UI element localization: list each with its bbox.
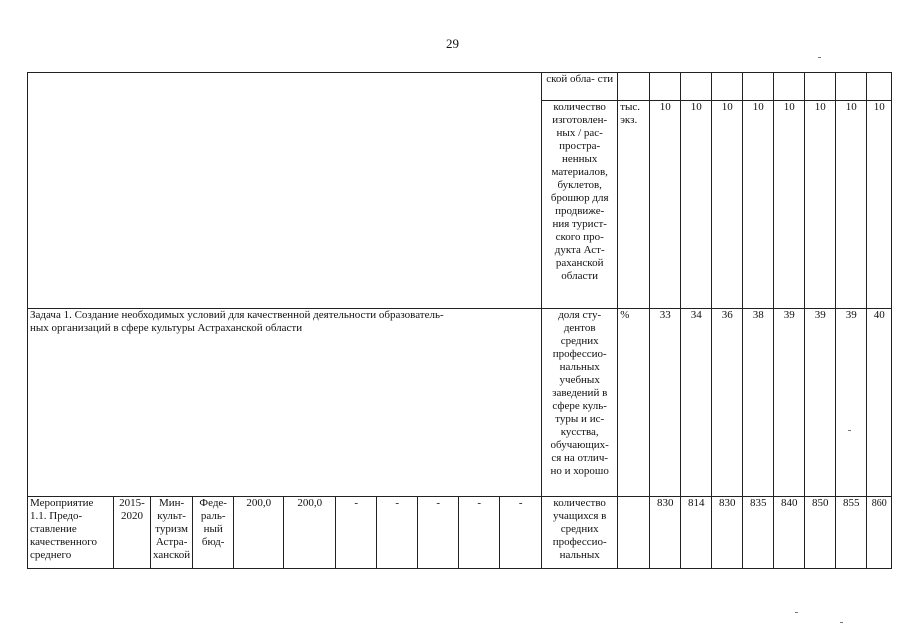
value-cell: 10 [867, 101, 892, 309]
value-cell: 840 [774, 497, 805, 569]
value-cell: 814 [681, 497, 712, 569]
dash-cell: - [500, 497, 542, 569]
value-cell [836, 73, 867, 101]
value-cell: 830 [650, 497, 681, 569]
amount-cell: 200,0 [284, 497, 336, 569]
value-cell: 10 [650, 101, 681, 309]
dash-cell: - [459, 497, 500, 569]
dash-cell: - [377, 497, 418, 569]
page-number: 29 [446, 36, 459, 51]
dash-cell: - [336, 497, 377, 569]
indicator-cell: ской обла- сти [542, 73, 618, 101]
program-table [27, 72, 892, 569]
value-cell: 40 [867, 309, 892, 497]
value-cell: 39 [774, 309, 805, 497]
value-cell: 10 [712, 101, 743, 309]
unit-cell: % [618, 309, 650, 497]
value-cell [805, 73, 836, 101]
value-cell: 860 [867, 497, 892, 569]
value-cell: 33 [650, 309, 681, 497]
executor-cell: Мин- культ- туризм Астра- ханской [151, 497, 193, 569]
value-cell: 39 [836, 309, 867, 497]
value-cell: 830 [712, 497, 743, 569]
amount-cell: 200,0 [234, 497, 284, 569]
dash-cell: - [418, 497, 459, 569]
scan-speck [840, 622, 843, 623]
value-cell [712, 73, 743, 101]
scan-speck [848, 430, 851, 431]
value-cell: 10 [774, 101, 805, 309]
value-cell: 38 [743, 309, 774, 497]
value-cell: 10 [836, 101, 867, 309]
unit-cell [618, 497, 650, 569]
indicator-cell: количество учащихся в средних профессио- нальных [542, 497, 618, 569]
value-cell: 855 [836, 497, 867, 569]
value-cell [650, 73, 681, 101]
table-row [28, 497, 892, 569]
value-cell: 10 [681, 101, 712, 309]
value-cell: 835 [743, 497, 774, 569]
task-cell: Задача 1. Создание необходимых условий для качественной деятельности образователь- ных организаций в сфере культуры Астраханской области [28, 309, 542, 497]
event-cell: Мероприятие 1.1. Предо- ставление качественного среднего [28, 497, 114, 569]
value-cell [867, 73, 892, 101]
empty-cell [28, 73, 542, 309]
value-cell: 10 [743, 101, 774, 309]
table-row [28, 73, 892, 101]
table-row [28, 309, 892, 497]
value-cell [743, 73, 774, 101]
value-cell: 34 [681, 309, 712, 497]
value-cell: 36 [712, 309, 743, 497]
indicator-cell: доля сту- дентов средних профессио- нальных учебных заведений в сфере куль- туры и ис- кусства, обучающих- ся на отлич- но и хорошо [542, 309, 618, 497]
value-cell: 39 [805, 309, 836, 497]
funding-source-cell: Феде- раль- ный бюд- [193, 497, 234, 569]
value-cell: 850 [805, 497, 836, 569]
years-cell: 2015- 2020 [114, 497, 151, 569]
value-cell: 10 [805, 101, 836, 309]
value-cell [681, 73, 712, 101]
unit-cell [618, 73, 650, 101]
scan-speck [818, 57, 821, 58]
unit-cell: тыс. экз. [618, 101, 650, 309]
indicator-cell: количество изготовлен- ных / рас- простра- ненных материалов, буклетов, брошюр для продвиже- ния турист- ского про- дукта Аст- раханской области [542, 101, 618, 309]
value-cell [774, 73, 805, 101]
scan-speck [795, 612, 798, 613]
